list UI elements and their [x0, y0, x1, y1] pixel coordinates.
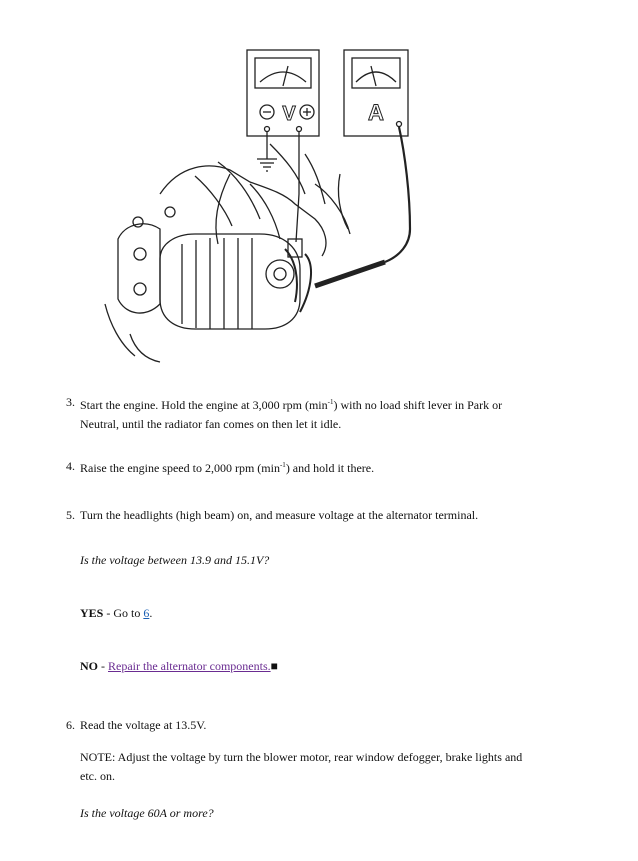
repair-alternator-link[interactable]: Repair the alternator components. — [108, 659, 271, 673]
step-3-number: 3. — [66, 395, 75, 409]
no-label: NO — [80, 659, 98, 673]
step-4-text-b: ) and hold it there. — [285, 461, 375, 475]
step-3-text-a: Start the engine. Hold the engine at 3,000 rpm (min — [80, 398, 328, 412]
voltmeter-label: V — [282, 103, 296, 125]
note-text — [80, 748, 560, 786]
step-3-line2: Neutral, until the radiator fan comes on then let it idle. — [80, 417, 342, 431]
ammeter-label: A — [368, 100, 384, 125]
yes-line — [80, 604, 560, 623]
step-3-sup: -1 — [327, 398, 334, 406]
question-5: Is the voltage between 13.9 and 15.1V? — [80, 553, 270, 567]
question-6: Is the voltage 60A or more? — [80, 806, 214, 820]
no-line — [80, 657, 560, 676]
yes-sep: - Go to — [103, 606, 144, 620]
step-6-text: Read the voltage at 13.5V. — [80, 718, 207, 732]
step-5-number: 5. — [66, 508, 75, 522]
yes-end: . — [149, 606, 153, 620]
yes-label: YES — [80, 606, 104, 620]
step-4-sup: -1 — [279, 461, 286, 469]
step-4-number: 4. — [66, 459, 75, 473]
end-mark-icon: ■ — [270, 659, 278, 673]
step-6-number: 6. — [66, 718, 75, 732]
step-4-text — [80, 459, 560, 478]
note-line2: etc. on. — [80, 769, 115, 783]
note-line1: NOTE: Adjust the voltage by turn the blower motor, rear window defogger, brake lights and — [80, 750, 523, 764]
step-5-text: Turn the headlights (high beam) on, and measure voltage at the alternator terminal. — [80, 508, 479, 522]
step-3-text-b: ) with no load shift lever in Park or — [333, 398, 503, 412]
alternator-test-diagram — [100, 44, 540, 374]
step-3-text — [80, 396, 560, 434]
no-sep: - — [98, 659, 108, 673]
step-4-text-a: Raise the engine speed to 2,000 rpm (min — [80, 461, 280, 475]
go-to-step-6-link[interactable]: 6 — [143, 606, 150, 620]
